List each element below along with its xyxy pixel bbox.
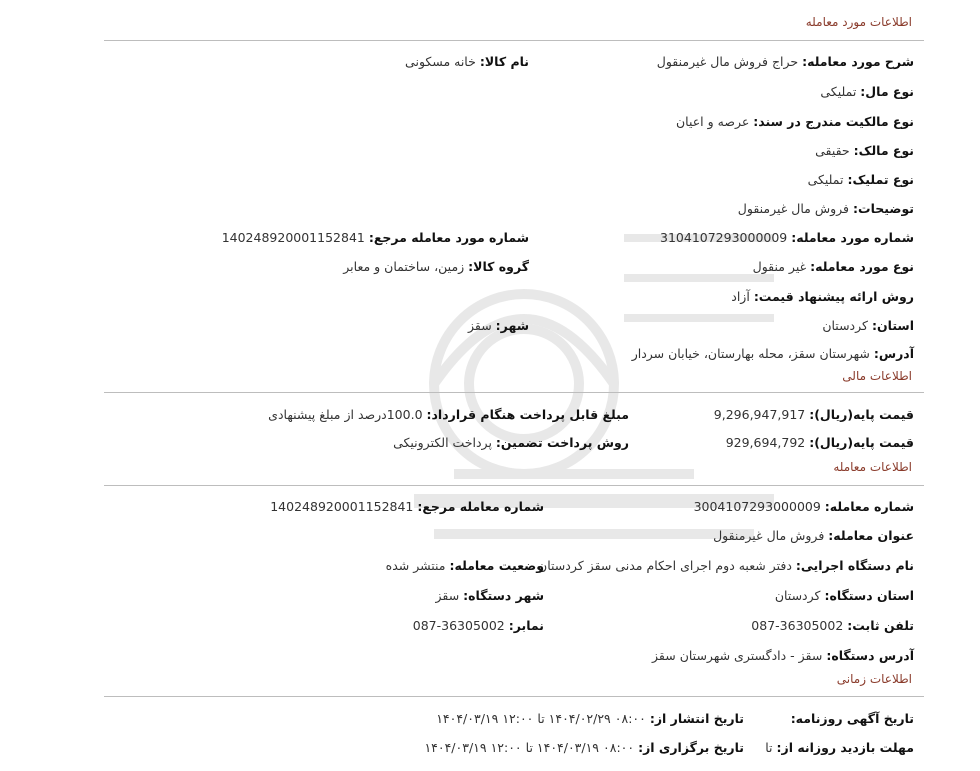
transaction-ref-number-label: شماره معامله مرجع: [417,499,544,514]
newspaper-date-label: تاریخ آگهی روزنامه: [790,711,914,726]
phone-value: 36305002-087 [751,618,844,633]
row-notes [104,201,924,223]
fax-value: 36305002-087 [412,618,505,633]
transaction-ref-number-value: 14024892000115284​1 [270,499,414,514]
row-agency-address [104,648,924,670]
bid-method-label: روش ارائه پیشنهاد قیمت: [753,289,914,304]
row-address [104,346,924,368]
row-province [104,318,924,340]
agency-city-value: سقز [435,588,460,603]
row-phone [104,618,924,640]
row-ownership-type [104,114,924,136]
bid-method-value: آزاد [731,289,750,304]
base-price-value: 9,296,947,917 [713,407,806,422]
goods-group-label: گروه کالا: [468,259,529,274]
item-kind-value: غیر منقول [752,259,807,274]
transaction-number-value: 3004107293000009 [693,499,821,514]
row-base-price [104,407,924,429]
auction-details-panel [104,4,924,766]
agency-address-label: آدرس دستگاه: [826,648,914,663]
fax-label: نمابر: [508,618,544,633]
address-value: شهرستان سقز، محله بهارستان، خیابان سردار [631,346,870,361]
section-divider [104,40,924,41]
transaction-status-label: وضعیت معامله: [449,558,544,573]
property-type-value: تملیکی [820,84,857,99]
transaction-title-label: عنوان معامله: [828,528,914,543]
row-visit-hold-dates [104,740,924,762]
row-item-number [104,230,924,252]
goods-group-value: زمین، ساختمان و معابر [343,259,465,274]
row-acquisition-type [104,172,924,194]
row-agency-province [104,588,924,610]
ownership-type-label: نوع مالکیت مندرج در سند: [753,114,914,129]
section-divider [104,485,924,486]
contract-payment-label: مبلغ قابل پرداخت هنگام قرارداد: [426,407,629,422]
section-divider [104,392,924,393]
guarantee-method-label: روش پرداخت تضمین: [495,435,629,450]
phone-label: تلفن ثابت: [847,618,914,633]
base-price-2-value: 929,694,792 [725,435,806,450]
hold-date-label: تاریخ برگزاری از: [638,740,744,755]
hold-date-value: ۰۸:۰۰ ۱۴۰۴/۰۳/۱۹ تا ۱۲:۰۰ ۱۴۰۴/۰۳/۱۹ [424,740,635,755]
goods-name-value: خانه مسکونی [405,54,476,69]
ref-number-value: 14024892000115284​1 [221,230,365,245]
item-number-label: شماره مورد معامله: [791,230,914,245]
section-divider [104,696,924,697]
item-number-value: 3104107293000009 [660,230,788,245]
contract-payment-value: 100.0درصد از مبلغ پیشنهادی [268,407,423,422]
city-label: شهر: [495,318,529,333]
row-base-price-2 [104,435,924,457]
base-price-label: قیمت پایه(ریال): [809,407,914,422]
description-label: شرح مورد معامله: [802,54,914,69]
city-value: سقز [467,318,492,333]
transaction-status-value: منتشر شده [385,558,446,573]
visit-deadline-value: تا [765,740,773,755]
province-value: کردستان [822,318,868,333]
base-price-2-label: قیمت پایه(ریال): [809,435,914,450]
section-heading-timing: اطلاعات زمانی [836,672,912,686]
publish-date-label: تاریخ انتشار از: [649,711,744,726]
item-kind-label: نوع مورد معامله: [810,259,914,274]
section-heading-transaction: اطلاعات معامله [833,460,912,474]
ownership-type-value: عرصه و اعیان [675,114,750,129]
transaction-number-label: شماره معامله: [824,499,914,514]
agency-name-value: دفتر شعبه دوم اجرای احکام مدنی سقز کردستان [538,558,792,573]
publish-date-value: ۰۸:۰۰ ۱۴۰۴/۰۲/۲۹ تا ۱۲:۰۰ ۱۴۰۴/۰۳/۱۹ [436,711,646,726]
row-publish-dates [104,711,924,733]
transaction-title-value: فروش مال غیرمنقول [713,528,825,543]
row-transaction-title [104,528,924,550]
address-label: آدرس: [873,346,914,361]
visit-deadline-label: مهلت بازدید روزانه از: [776,740,914,755]
row-description [104,54,924,76]
agency-province-label: استان دستگاه: [824,588,914,603]
notes-label: توضیحات: [853,201,914,216]
row-item-kind [104,259,924,281]
owner-type-value: حقیقی [815,143,850,158]
agency-city-label: شهر دستگاه: [463,588,544,603]
row-property-type [104,84,924,106]
notes-value: فروش مال غیرمنقول [737,201,850,216]
agency-address-value: سقز - دادگستری شهرستان سقز [652,648,823,663]
row-transaction-number [104,499,924,521]
goods-name-label: نام کالا: [479,54,529,69]
section-heading-financial: اطلاعات مالی [842,369,912,383]
agency-name-label: نام دستگاه اجرایی: [795,558,914,573]
agency-province-value: کردستان [774,588,821,603]
owner-type-label: نوع مالک: [853,143,914,158]
acquisition-type-label: نوع تملیک: [847,172,914,187]
guarantee-method-value: پرداخت الکترونیکی [393,435,492,450]
description-value: حراج فروش مال غیرمنقول [656,54,799,69]
row-owner-type [104,143,924,165]
row-bid-method [104,289,924,311]
property-type-label: نوع مال: [860,84,914,99]
row-agency [104,558,924,580]
province-label: استان: [871,318,914,333]
section-heading-deal-info: اطلاعات مورد معامله [805,15,912,29]
acquisition-type-value: تملیکی [807,172,844,187]
ref-number-label: شماره مورد معامله مرجع: [368,230,529,245]
